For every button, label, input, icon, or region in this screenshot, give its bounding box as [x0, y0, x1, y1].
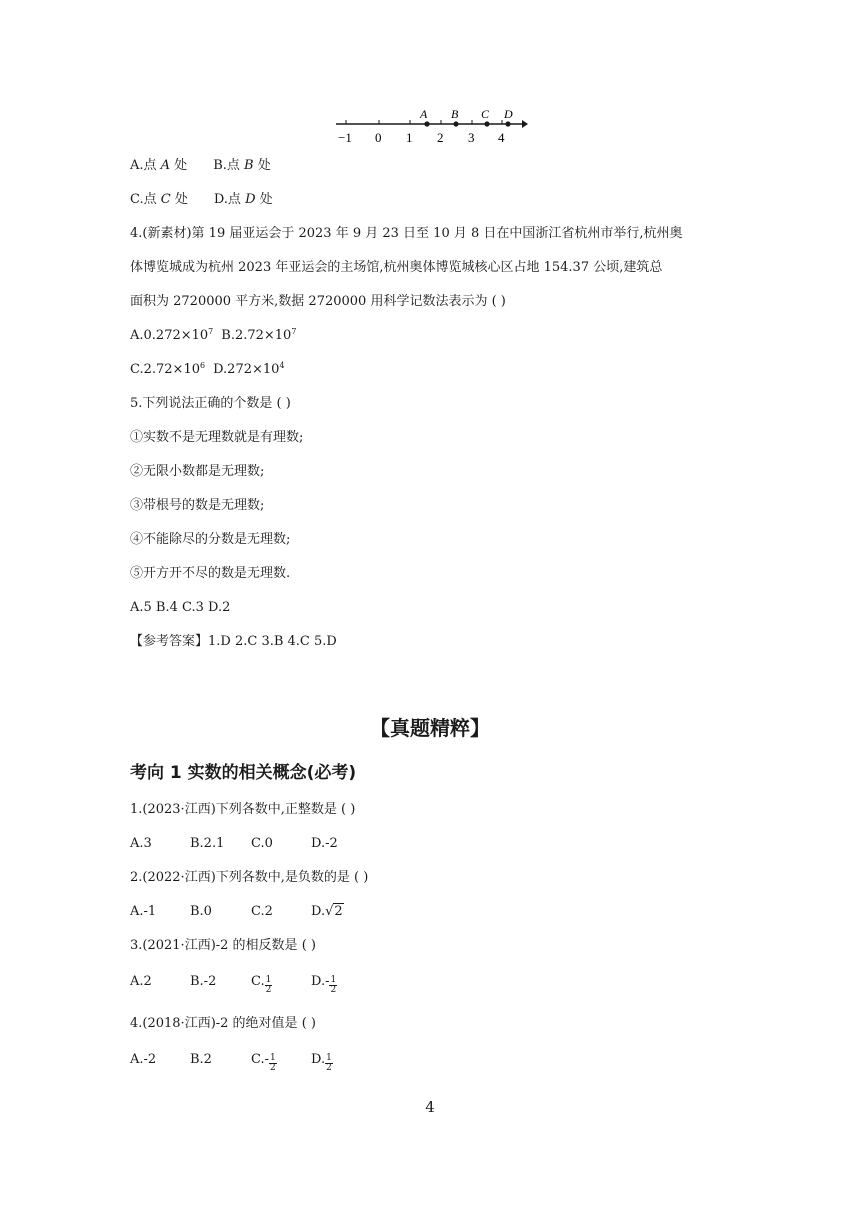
- q4-option-d: $D.272\times 10^4$: [213, 361, 285, 377]
- point-b-dot: [453, 121, 458, 126]
- q5-options: A.5 B.4 C.3 D.2: [130, 600, 231, 615]
- q4-stem-line-2: 体博览城成为杭州 2023 年亚运会的主场馆,杭州奥体博览城核心区占地 154.37 公顷,建筑总: [130, 260, 663, 275]
- p1-option-a: A.3: [130, 836, 152, 851]
- q4-options-row-1: [130, 326, 296, 346]
- q4-option-a: $A.0.272\times 10^7$: [130, 327, 214, 343]
- fraction: $\frac{1}{2}$: [330, 975, 337, 995]
- p1-option-c: C.0: [251, 836, 273, 851]
- point-label-d: D: [504, 107, 513, 121]
- q4-option-c: $C.2.72\times 10^6$: [130, 361, 206, 377]
- p4-option-b: B.2: [190, 1052, 212, 1067]
- q4-stem-line-1: 4.(新素材)第 19 届亚运会于 2023 年 9 月 23 日至 10 月 8 日在中国浙江省杭州市举行,杭州奥: [130, 226, 683, 241]
- topic-subtitle: 考向 1 实数的相关概念(必考): [130, 763, 357, 783]
- number-line-arrow: [522, 120, 528, 128]
- p4-option-c: C.- $\frac{1}{2}$: [251, 1052, 276, 1073]
- point-label-b: B: [451, 107, 459, 121]
- p1-options: [130, 834, 338, 854]
- number-line-figure: [330, 104, 530, 146]
- p2-option-c: C.2: [251, 904, 273, 919]
- q5-stem: 5.下列说法正确的个数是 ( ): [130, 396, 291, 411]
- point-label-c: C: [481, 107, 490, 121]
- point-a-dot: [424, 121, 429, 126]
- p3-option-a: A.2: [130, 974, 152, 989]
- q3-options-row-1: [130, 156, 271, 176]
- p2-option-b: B.0: [190, 904, 212, 919]
- q3-option-b: B.点 B 处: [213, 158, 271, 173]
- p1-option-b: B.2.1: [190, 836, 225, 851]
- p4-options: [130, 1050, 333, 1073]
- p4-option-d: D. $\frac{1}{2}$: [311, 1052, 332, 1073]
- point-d-dot: [505, 121, 510, 126]
- p1-stem: 1.(2023·江西)下列各数中,正整数是 ( ): [130, 802, 356, 817]
- point-c-dot: [484, 121, 489, 126]
- q3-options-row-2: [130, 190, 273, 210]
- q3-option-a: A.点 A 处: [130, 158, 188, 173]
- q5-statement-3: ③带根号的数是无理数;: [130, 498, 265, 513]
- p2-options: [130, 902, 344, 922]
- p3-options: [130, 972, 337, 995]
- p2-option-d: D.√2: [311, 904, 344, 919]
- point-label-a: A: [420, 107, 428, 121]
- p3-option-d: D.- $\frac{1}{2}$: [311, 974, 337, 995]
- section-title: 【真题精粹】: [370, 716, 490, 740]
- q5-statement-1: ①实数不是无理数就是有理数;: [130, 430, 304, 445]
- tick-label: 3: [468, 130, 475, 145]
- tick-label: −1: [338, 130, 352, 145]
- q4-options-row-2: [130, 360, 285, 380]
- p3-stem: 3.(2021·江西)-2 的相反数是 ( ): [130, 938, 316, 953]
- square-root-sign: √2: [325, 904, 343, 919]
- p4-option-a: A.-2: [130, 1052, 157, 1067]
- p2-stem: 2.(2022·江西)下列各数中,是负数的是 ( ): [130, 870, 369, 885]
- p3-option-b: B.-2: [190, 974, 217, 989]
- q4-stem-line-3: 面积为 2720000 平方米,数据 2720000 用科学记数法表示为 ( ): [130, 294, 506, 309]
- tick-label: 0: [375, 130, 382, 145]
- p2-option-a: A.-1: [130, 904, 157, 919]
- q5-statement-4: ④不能除尽的分数是无理数;: [130, 532, 291, 547]
- q3-option-d: D.点 D 处: [213, 192, 273, 207]
- q5-statement-5: ⑤开方开不尽的数是无理数.: [130, 566, 291, 581]
- tick-label: 2: [437, 130, 444, 145]
- p4-stem: 4.(2018·江西)-2 的绝对值是 ( ): [130, 1016, 316, 1031]
- p1-option-d: D.-2: [311, 836, 338, 851]
- q4-option-b: $B.2.72\times 10^7$: [221, 327, 297, 343]
- reference-answers: 【参考答案】1.D 2.C 3.B 4.C 5.D: [130, 634, 337, 649]
- fraction: $\frac{1}{2}$: [265, 975, 272, 995]
- q5-statement-2: ②无限小数都是无理数;: [130, 464, 265, 479]
- q3-option-c: C.点 C 处: [130, 192, 188, 207]
- page-number: 4: [425, 1098, 435, 1116]
- tick-label: 1: [406, 130, 413, 145]
- fraction: $\frac{1}{2}$: [326, 1053, 332, 1073]
- tick-label: 4: [498, 130, 505, 145]
- fraction: $\frac{1}{2}$: [270, 1053, 276, 1073]
- p3-option-c: C. $\frac{1}{2}$: [251, 974, 272, 995]
